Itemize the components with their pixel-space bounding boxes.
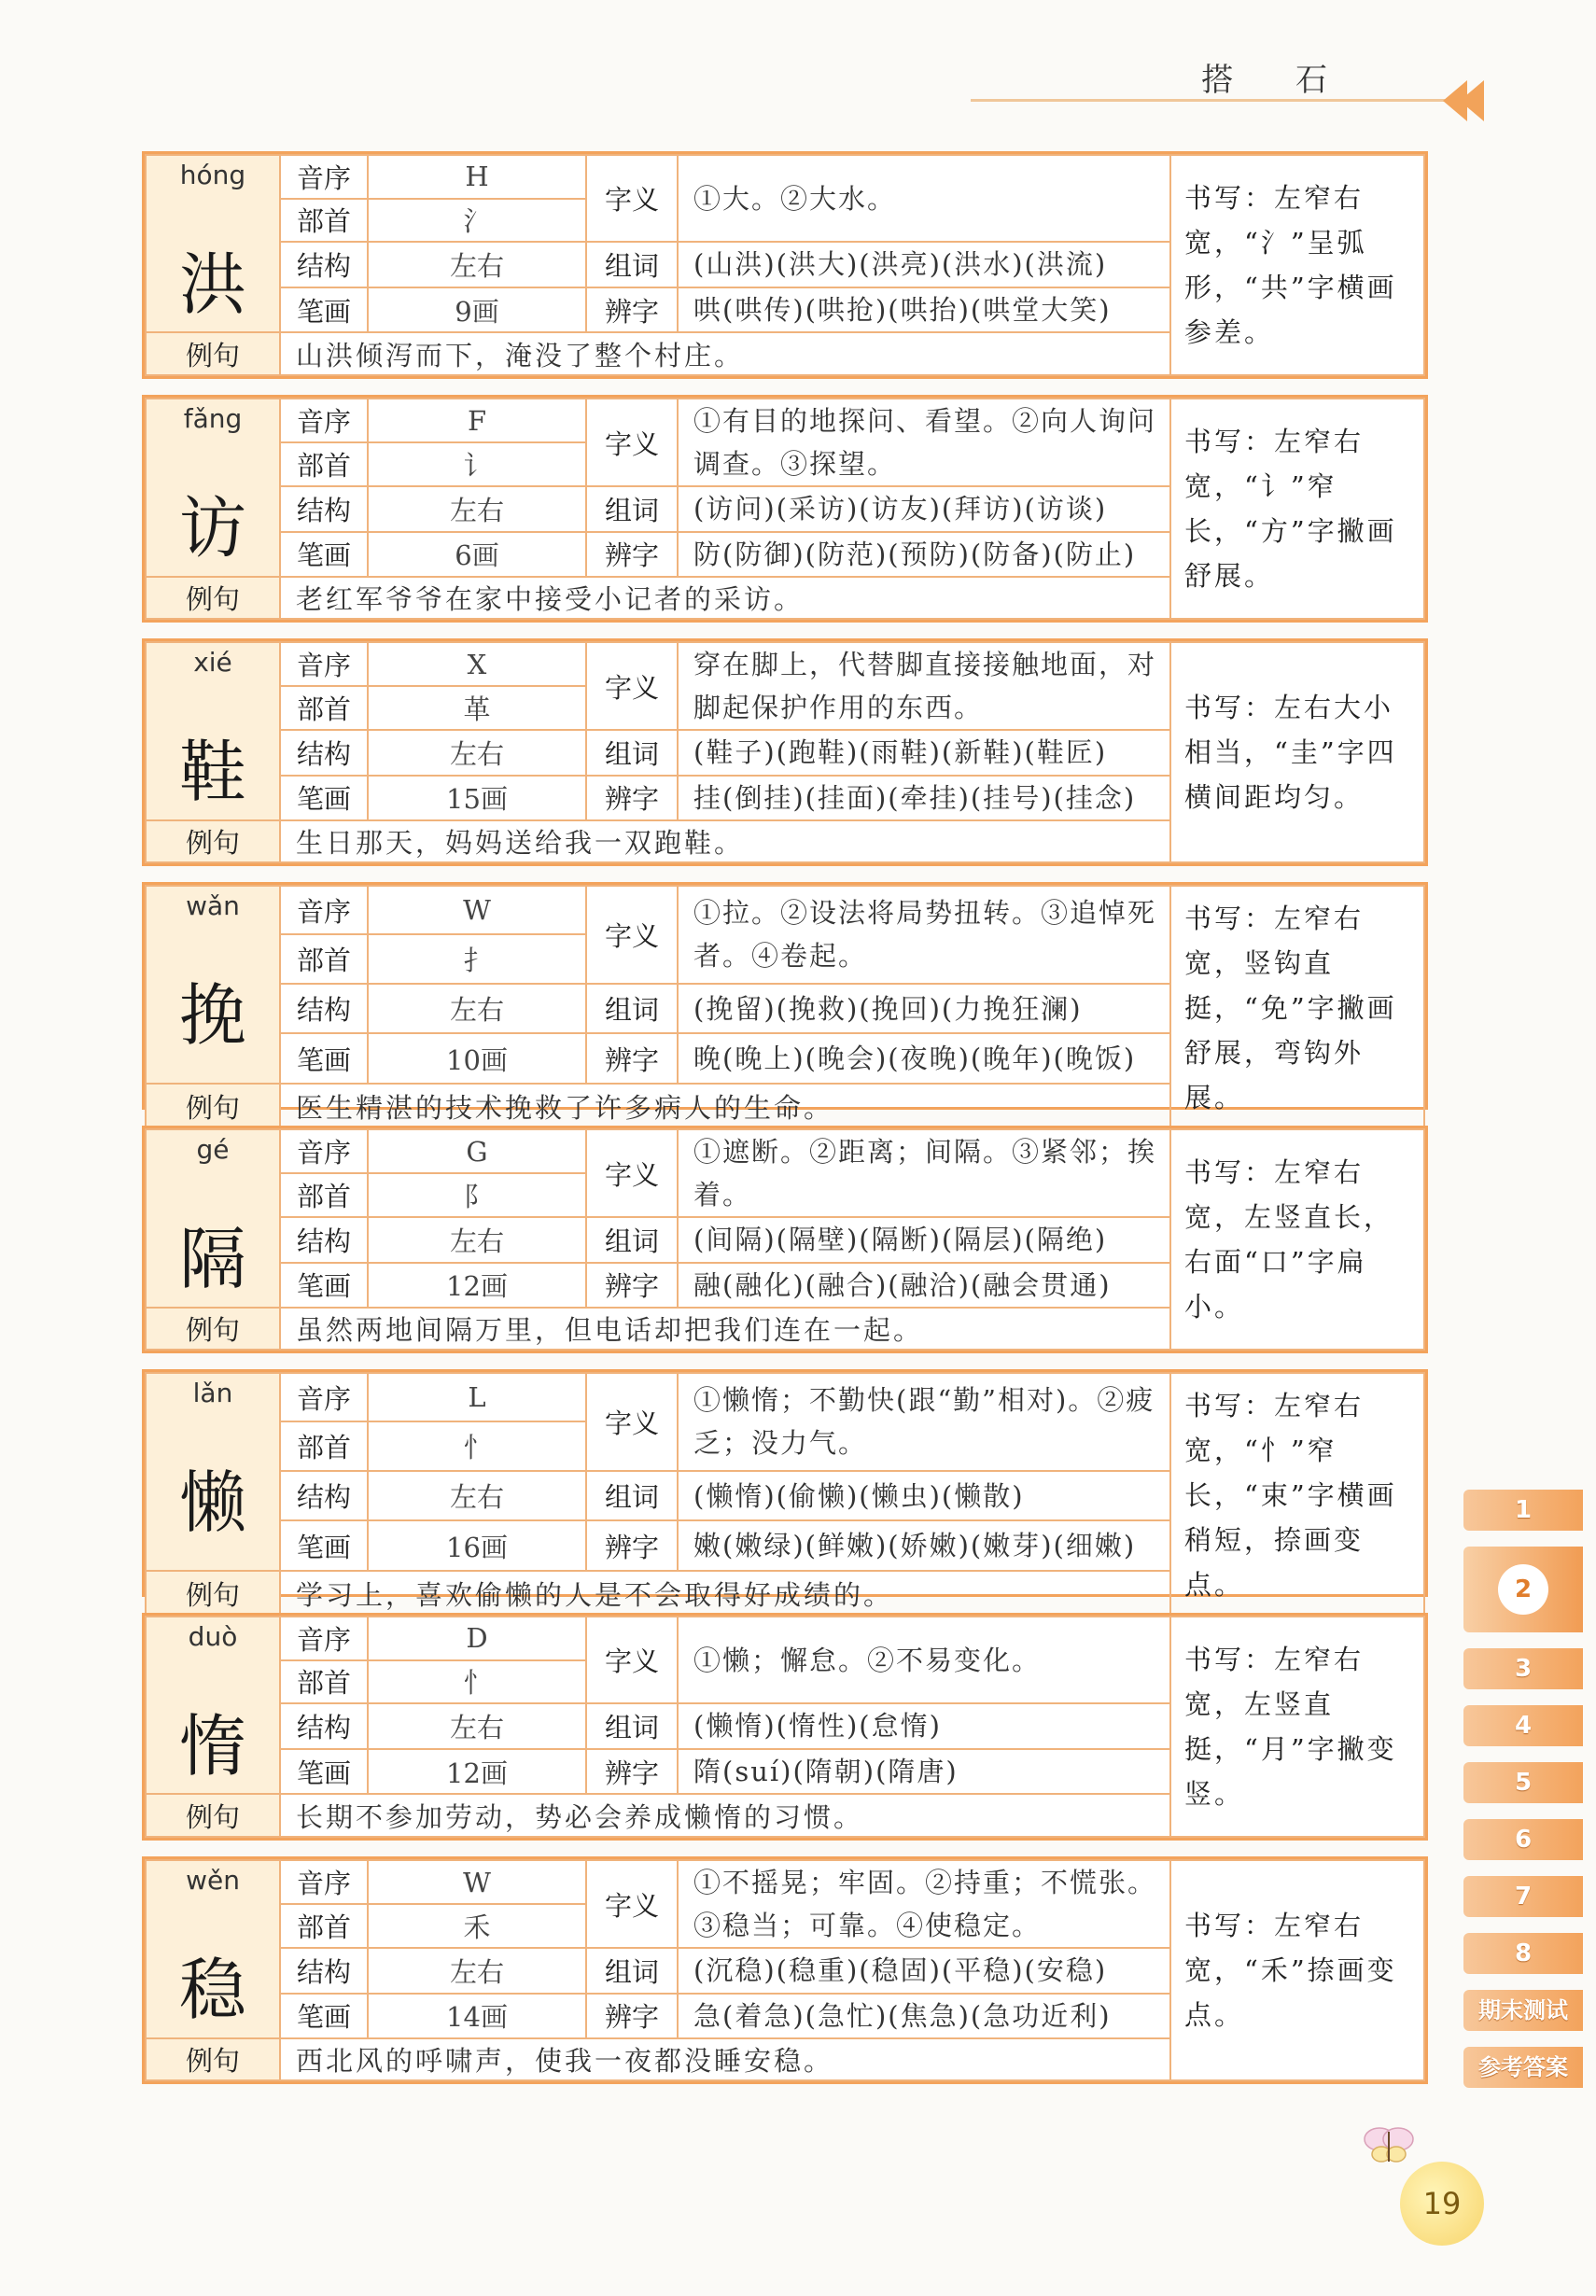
yinxu-label: 音序 [280,399,368,442]
yinxu-value: X [368,642,586,686]
character-cell [146,1129,280,1308]
yinxu-label: 音序 [280,155,368,199]
jiegou-label: 结构 [280,1948,368,1993]
bianzi-text: 急(着急)(急忙)(焦急)(急功近利) [678,1994,1170,2038]
jiegou-label: 结构 [280,1471,368,1521]
yinxu-value: W [368,886,586,934]
bushou-value: 禾 [368,1904,586,1948]
ziyi-label: 字义 [586,886,678,984]
bushou-value: 阝 [368,1173,586,1217]
jiegou-value: 左右 [368,730,586,775]
bihua-label: 笔画 [280,1033,368,1084]
bihua-label: 笔画 [280,287,368,333]
ziyi-text: ①懒惰；不勤快(跟“勤”相对)。②疲乏；没力气。 [678,1373,1170,1471]
character: 隔 [178,1220,246,1298]
liju-text: 学习上，喜欢偷懒的人是不会取得好成绩的。 [280,1571,1170,1617]
ziyi-text: ①有目的地探问、看望。②向人询问调查。③探望。 [678,399,1170,486]
zuci-label: 组词 [586,486,678,531]
character: 稳 [178,1951,246,2029]
character-cell [146,642,280,820]
bihua-value: 15画 [368,776,586,820]
yinxu-value: L [368,1373,586,1421]
ziyi-text: ①不摇晃；牢固。②持重；不慌张。③稳当；可靠。④使稳定。 [678,1860,1170,1948]
character: 鞋 [178,733,246,811]
bushou-value: 革 [368,686,586,730]
character-entry [142,395,1428,623]
bushou-label: 部首 [280,442,368,486]
bushou-label: 部首 [280,686,368,730]
ziyi-text: ①拉。②设法将局势扭转。③追悼死者。④卷起。 [678,886,1170,984]
yinxu-value: H [368,155,586,199]
character-entry [142,151,1428,379]
character-cell [146,155,280,332]
liju-label: 例句 [146,1571,280,1617]
bushou-label: 部首 [280,1660,368,1704]
double-arrow-icon [1450,80,1484,121]
chapter-tab[interactable]: 3 [1463,1648,1583,1689]
writing-tip: 书写：左窄右宽，左竖直长，右面“口”字扁小。 [1170,1129,1424,1350]
zuci-text: (懒惰)(偷懒)(懒虫)(懒散) [678,1471,1170,1521]
bihua-label: 笔画 [280,532,368,577]
ziyi-text: ①遮断。②距离；间隔。③紧邻；挨着。 [678,1129,1170,1217]
chapter-tab[interactable]: 4 [1463,1705,1583,1746]
liju-text: 老红军爷爷在家中接受小记者的采访。 [280,577,1170,619]
bushou-value: 讠 [368,442,586,486]
jiegou-value: 左右 [368,1703,586,1749]
liju-text: 西北风的呼啸声，使我一夜都没睡安稳。 [280,2038,1170,2080]
yinxu-value: D [368,1617,586,1660]
writing-tip: 书写：左窄右宽，“氵”呈弧形，“共”字横画参差。 [1170,155,1424,375]
bianzi-text: 防(防御)(防范)(预防)(防备)(防止) [678,532,1170,577]
character-entry [142,882,1428,1125]
pinyin: hóng [179,160,246,190]
zuci-text: (沉稳)(稳重)(稳固)(平稳)(安稳) [678,1948,1170,1993]
liju-label: 例句 [146,332,280,375]
bushou-label: 部首 [280,199,368,243]
liju-text: 山洪倾泻而下，淹没了整个村庄。 [280,332,1170,375]
bushou-value: 扌 [368,934,586,983]
bihua-value: 9画 [368,287,586,333]
bianzi-text: 晚(晚上)(晚会)(夜晚)(晚年)(晚饭) [678,1033,1170,1084]
jiegou-label: 结构 [280,242,368,287]
ziyi-label: 字义 [586,642,678,730]
character-entries [142,151,1428,2100]
character-cell [146,1617,280,1794]
bihua-value: 16画 [368,1520,586,1571]
jiegou-label: 结构 [280,1703,368,1749]
bihua-label: 笔画 [280,1263,368,1308]
bihua-value: 12画 [368,1263,586,1308]
header [971,45,1512,129]
zuci-text: (鞋子)(跑鞋)(雨鞋)(新鞋)(鞋匠) [678,730,1170,775]
liju-label: 例句 [146,577,280,619]
bihua-label: 笔画 [280,1749,368,1795]
bushou-label: 部首 [280,1421,368,1470]
jiegou-label: 结构 [280,984,368,1034]
jiegou-label: 结构 [280,486,368,531]
pinyin: xié [193,647,232,678]
bihua-label: 笔画 [280,1520,368,1571]
character: 挽 [178,976,246,1055]
yinxu-value: W [368,1860,586,1904]
liju-label: 例句 [146,2038,280,2080]
yinxu-label: 音序 [280,1860,368,1904]
character: 惰 [178,1707,246,1785]
liju-label: 例句 [146,820,280,862]
pinyin: wǎn [186,890,240,921]
yinxu-label: 音序 [280,1617,368,1660]
character-cell [146,1860,280,2038]
bushou-value: 氵 [368,199,586,243]
zuci-label: 组词 [586,984,678,1034]
bianzi-label: 辨字 [586,1749,678,1795]
jiegou-value: 左右 [368,242,586,287]
ziyi-label: 字义 [586,399,678,486]
zuci-label: 组词 [586,730,678,775]
zuci-label: 组词 [586,1948,678,1993]
bihua-value: 10画 [368,1033,586,1084]
bianzi-text: 融(融化)(融合)(融洽)(融会贯通) [678,1263,1170,1308]
ziyi-text: ①大。②大水。 [678,155,1170,242]
chapter-tab-label: 2 [1498,1564,1548,1615]
liju-label: 例句 [146,1794,280,1837]
zuci-text: (挽留)(挽救)(挽回)(力挽狂澜) [678,984,1170,1034]
writing-tip: 书写：左右大小相当，“圭”字四横间距均匀。 [1170,642,1424,862]
ziyi-label: 字义 [586,1860,678,1948]
butterfly-icon [1361,2121,1417,2167]
ziyi-label: 字义 [586,1617,678,1703]
bihua-value: 6画 [368,532,586,577]
chapter-tab[interactable]: 期末测试 [1463,1990,1583,2031]
writing-tip: 书写：左窄右宽，“讠”窄长，“方”字撇画舒展。 [1170,399,1424,619]
character-cell [146,399,280,577]
lesson-title: 搭 石 [1201,62,1353,99]
zuci-text: (山洪)(洪大)(洪亮)(洪水)(洪流) [678,242,1170,287]
yinxu-label: 音序 [280,1373,368,1421]
jiegou-label: 结构 [280,1217,368,1262]
character: 懒 [178,1463,246,1542]
yinxu-label: 音序 [280,886,368,934]
bushou-label: 部首 [280,934,368,983]
character-cell [146,886,280,1084]
liju-text: 生日那天，妈妈送给我一双跑鞋。 [280,820,1170,862]
bianzi-label: 辨字 [586,1033,678,1084]
bianzi-label: 辨字 [586,532,678,577]
bushou-label: 部首 [280,1173,368,1217]
bushou-value: 忄 [368,1660,586,1704]
chapter-tab[interactable]: 5 [1463,1762,1583,1803]
chapter-tab[interactable]: 6 [1463,1819,1583,1860]
bianzi-text: 挂(倒挂)(挂面)(牵挂)(挂号)(挂念) [678,776,1170,820]
bianzi-text: 嫩(嫩绿)(鲜嫩)(娇嫩)(嫩芽)(细嫩) [678,1520,1170,1571]
jiegou-value: 左右 [368,1948,586,1993]
liju-text: 长期不参加劳动，势必会养成懒惰的习惯。 [280,1794,1170,1837]
chapter-tab[interactable]: 1 [1463,1490,1583,1531]
bianzi-text: 哄(哄传)(哄抢)(哄抬)(哄堂大笑) [678,287,1170,333]
pinyin: wěn [186,1865,240,1896]
header-divider [971,99,1447,102]
writing-tip: 书写：左窄右宽，“禾”捺画变点。 [1170,1860,1424,2080]
jiegou-label: 结构 [280,730,368,775]
liju-text: 虽然两地间隔万里，但电话却把我们连在一起。 [280,1308,1170,1350]
chapter-tab[interactable]: 8 [1463,1933,1583,1974]
zuci-label: 组词 [586,1471,678,1521]
ziyi-label: 字义 [586,1129,678,1217]
jiegou-value: 左右 [368,486,586,531]
bianzi-label: 辨字 [586,1520,678,1571]
bianzi-label: 辨字 [586,1994,678,2038]
pinyin: gé [196,1134,230,1165]
yinxu-value: F [368,399,586,442]
ziyi-label: 字义 [586,155,678,242]
zuci-label: 组词 [586,242,678,287]
liju-label: 例句 [146,1308,280,1350]
writing-tip: 书写：左窄右宽，竖钩直挺，“免”字撇画舒展，弯钩外展。 [1170,886,1424,1130]
writing-tip: 书写：左窄右宽，“忄”窄长，“束”字横画稍短，捺画变点。 [1170,1373,1424,1617]
pinyin: duò [188,1621,238,1652]
bihua-value: 12画 [368,1749,586,1795]
jiegou-value: 左右 [368,1217,586,1262]
bushou-value: 忄 [368,1421,586,1470]
pinyin: fǎng [183,403,243,434]
liju-label: 例句 [146,1084,280,1130]
yinxu-label: 音序 [280,642,368,686]
pinyin: lǎn [192,1378,233,1408]
character-entry [142,1613,1428,1841]
bianzi-label: 辨字 [586,776,678,820]
character: 洪 [178,245,246,324]
page-number: 19 [1400,2162,1484,2246]
ziyi-text: ①懒；懈怠。②不易变化。 [678,1617,1170,1703]
zuci-label: 组词 [586,1703,678,1749]
bihua-value: 14画 [368,1994,586,2038]
zuci-text: (懒惰)(惰性)(怠惰) [678,1703,1170,1749]
character-entry [142,638,1428,866]
bianzi-label: 辨字 [586,1263,678,1308]
character-entry [142,1369,1428,1612]
ziyi-text: 穿在脚上，代替脚直接接触地面，对脚起保护作用的东西。 [678,642,1170,730]
chapter-tab[interactable] [1463,1547,1583,1632]
bianzi-label: 辨字 [586,287,678,333]
zuci-text: (访问)(采访)(访友)(拜访)(访谈) [678,486,1170,531]
bianzi-text: 隋(suí)(隋朝)(隋唐) [678,1749,1170,1795]
chapter-tab[interactable]: 7 [1463,1876,1583,1917]
jiegou-value: 左右 [368,1471,586,1521]
yinxu-label: 音序 [280,1129,368,1173]
character: 访 [178,489,246,567]
ziyi-label: 字义 [586,1373,678,1471]
character-entry [142,1126,1428,1353]
zuci-text: (间隔)(隔壁)(隔断)(隔层)(隔绝) [678,1217,1170,1262]
chapter-tab[interactable]: 参考答案 [1463,2047,1583,2088]
character-cell [146,1373,280,1571]
writing-tip: 书写：左窄右宽，左竖直挺，“月”字撇变竖。 [1170,1617,1424,1837]
yinxu-value: G [368,1129,586,1173]
liju-text: 医生精湛的技术挽救了许多病人的生命。 [280,1084,1170,1130]
jiegou-value: 左右 [368,984,586,1034]
chapter-tabs [1463,1490,1583,2104]
bushou-label: 部首 [280,1904,368,1948]
bihua-label: 笔画 [280,1994,368,2038]
bihua-label: 笔画 [280,776,368,820]
character-entry [142,1856,1428,2084]
zuci-label: 组词 [586,1217,678,1262]
